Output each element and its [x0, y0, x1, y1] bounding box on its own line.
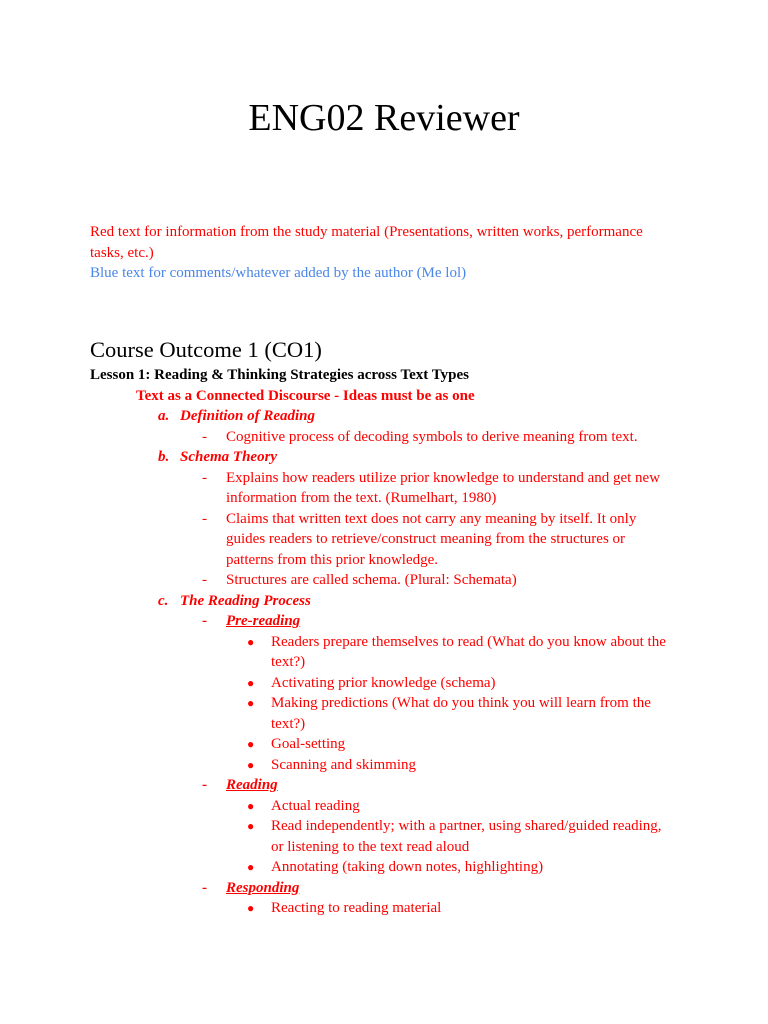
bullet-item: [90, 632, 690, 653]
legend-red-line-2: tasks, etc.): [90, 244, 154, 261]
subsection-responding: [90, 878, 690, 899]
item-text: text?): [271, 654, 306, 670]
bullet-item: [90, 693, 690, 714]
section-c-title: The Reading Process: [180, 592, 311, 609]
item-text: Explains how readers utilize prior knowledge to understand and get new: [226, 469, 661, 486]
item-text: Annotating (taking down notes, highlighting): [271, 859, 544, 875]
item-text: Making predictions (What do you think you will learn from the: [271, 695, 651, 711]
bullet-marker: ●: [247, 696, 255, 710]
section-c-label: c.: [158, 592, 169, 609]
dash-marker: -: [202, 428, 207, 445]
bullet-item: [90, 755, 690, 776]
item-text: Scanning and skimming: [271, 756, 416, 773]
list-item: [90, 570, 690, 591]
item-text: text?): [271, 715, 306, 732]
item-text: guides readers to retrieve/construct meaning from the structures or: [226, 531, 626, 547]
legend-red-line-1: Red text for information from the study material (Presentations, written works, performance: [90, 224, 643, 240]
course-outcome-heading: Course Outcome 1 (CO1): [90, 337, 322, 362]
item-text: Cognitive process of decoding symbols to derive meaning from text.: [226, 428, 638, 445]
bullet-marker: ●: [247, 798, 255, 813]
section-a-heading: [90, 406, 690, 427]
item-text: information from the text. (Rumelhart, 1980): [226, 490, 497, 506]
bullet-item-continuation: [90, 714, 690, 735]
section-c-heading: [90, 591, 690, 612]
item-text: Structures are called schema. (Plural: Schemata): [226, 572, 517, 588]
responding-title: Responding: [226, 879, 300, 896]
item-text: Read independently; with a partner, using shared/guided reading,: [271, 818, 662, 834]
item-text: Claims that written text does not carry any meaning by itself. It only: [226, 510, 637, 527]
list-item-continuation: [90, 550, 690, 571]
bullet-item: [90, 898, 690, 919]
list-item: [90, 427, 690, 448]
reading-title: Reading: [226, 777, 278, 793]
item-text: or listening to the text read aloud: [271, 838, 470, 855]
bullet-item-continuation: [90, 652, 690, 673]
bullet-marker: ●: [247, 737, 255, 751]
item-text: Actual reading: [271, 797, 360, 814]
subsection-reading: [90, 775, 690, 796]
dash-marker: -: [202, 572, 207, 588]
color-legend: [90, 222, 680, 284]
bullet-item: [90, 673, 690, 694]
list-item: [90, 509, 690, 530]
bullet-marker: ●: [247, 819, 255, 833]
item-text: Reacting to reading material: [271, 900, 442, 916]
section-a-title: Definition of Reading: [180, 408, 316, 424]
list-item-continuation: [90, 488, 690, 509]
topic-line: [90, 386, 690, 407]
section-b-title: Schema Theory: [180, 449, 278, 465]
item-text: Readers prepare themselves to read (What do you know about the: [271, 633, 666, 650]
bullet-marker: ●: [247, 860, 255, 874]
bullet-marker: ●: [247, 675, 255, 690]
bullet-item: [90, 796, 690, 817]
bullet-item: [90, 816, 690, 837]
dash-marker: -: [202, 777, 207, 793]
lesson-heading: Lesson 1: Reading & Thinking Strategies across Text Types: [90, 367, 469, 383]
bullet-item: [90, 857, 690, 878]
dash-marker: -: [202, 879, 207, 896]
item-text: patterns from this prior knowledge.: [226, 551, 439, 568]
item-text: Goal-setting: [271, 736, 346, 752]
bullet-item: [90, 734, 690, 755]
section-b-heading: [90, 447, 690, 468]
bullet-marker: ●: [247, 757, 255, 772]
bullet-marker: ●: [247, 634, 255, 649]
dash-marker: -: [202, 510, 207, 527]
bullet-marker: ●: [247, 901, 255, 915]
topic-heading: Text as a Connected Discourse - Ideas must be as one: [136, 387, 475, 404]
bullet-item-continuation: [90, 837, 690, 858]
pre-reading-title: Pre-reading: [226, 613, 301, 629]
section-a-label: a.: [158, 408, 170, 424]
legend-blue-line: Blue text for comments/whatever added by the author (Me lol): [90, 265, 467, 281]
section-b-label: b.: [158, 449, 170, 465]
list-item: [90, 468, 690, 489]
item-text: Activating prior knowledge (schema): [271, 674, 496, 691]
subsection-pre-reading: [90, 611, 690, 632]
document-title: ENG02 Reviewer: [248, 97, 520, 139]
list-item-continuation: [90, 529, 690, 550]
dash-marker: -: [202, 469, 207, 486]
dash-marker: -: [202, 613, 207, 629]
lesson-body: [90, 365, 690, 919]
